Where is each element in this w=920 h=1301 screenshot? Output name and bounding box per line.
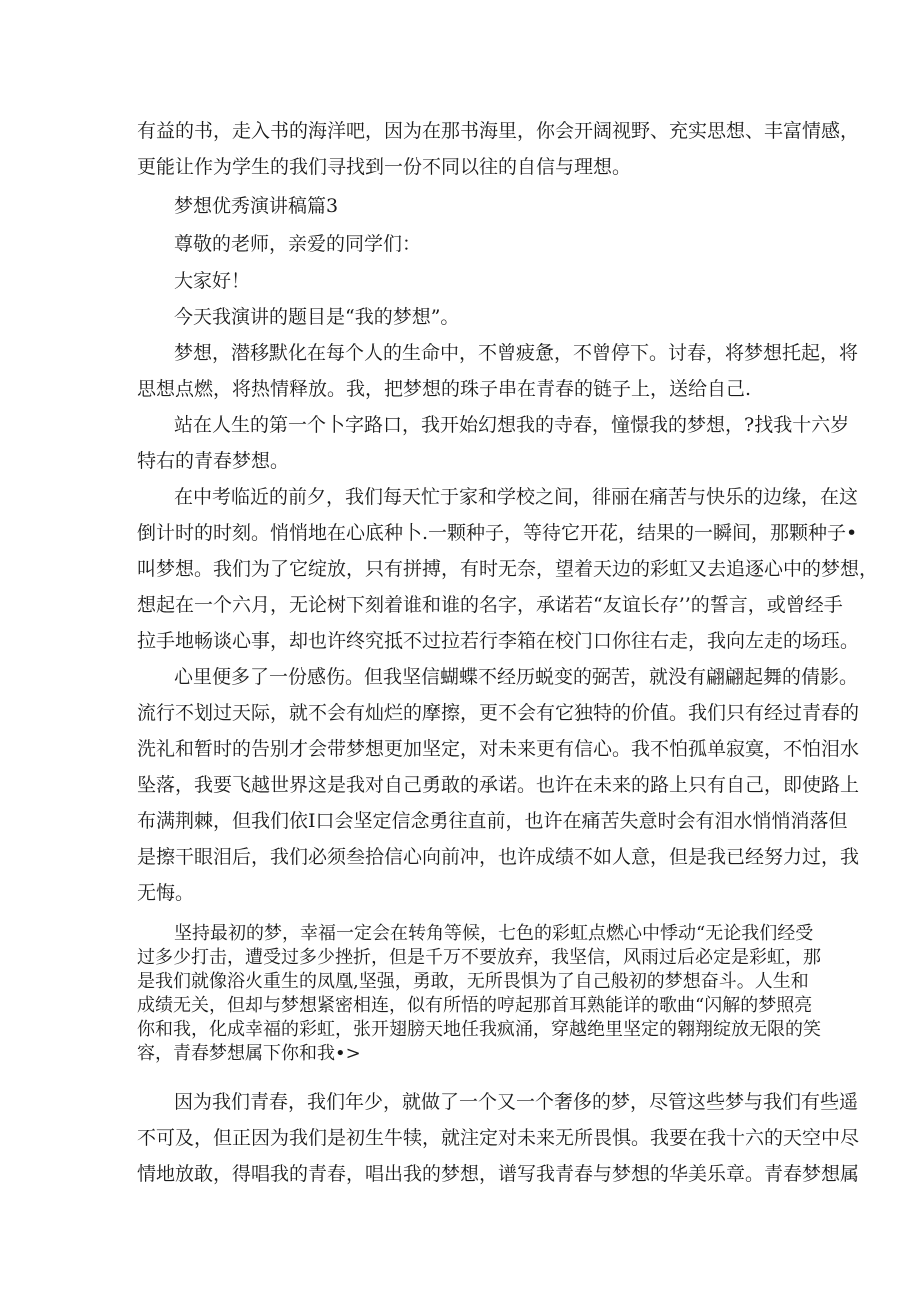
paragraph-line: 流行不划过天际，就不会有灿烂的摩擦，更不会有它独特的价值。我们只有经过青春的 bbox=[137, 702, 860, 724]
paragraph-line: 在中考临近的前夕，我们每天忙于家和学校之间，徘丽在痛苦与快乐的边缘，在这 bbox=[174, 486, 859, 508]
paragraph-line: 过多少打击，遭受过多少挫折，但是千万不要放弃，我坚信，风雨过后必定是彩虹，那 bbox=[137, 947, 821, 968]
paragraph-line: 洗礼和暂时的告别才会带梦想更加坚定，对未来更有信心。我不怕孤单寂寞，不怕泪水 bbox=[137, 738, 860, 760]
greeting: 大家好！ bbox=[174, 270, 251, 292]
paragraph-line: 特右的青春梦想。 bbox=[137, 450, 290, 472]
paragraph-line: 是擦干眼泪后，我们必须叁拾信心向前冲，也许成绩不如人意，但是我已经努力过，我 bbox=[137, 846, 860, 868]
paragraph-line: 梦想，潜移默化在每个人的生命中，不曾疲惫，不曾停下。讨春，将梦想托起，将 bbox=[174, 342, 859, 364]
paragraph-line: 思想点燃，将热情释放。我，把梦想的珠子串在青春的链子上，送给自己. bbox=[137, 378, 752, 400]
salutation: 尊敬的老师，亲爱的同学们： bbox=[174, 233, 422, 255]
paragraph-line: 因为我们青春，我们年少，就做了一个又一个奢侈的梦，尽管这些梦与我们有些遥 bbox=[174, 1091, 859, 1113]
paragraph-line: 有益的书，走入书的海洋吧，因为在那书海里，你会开阔视野、充实思想、丰富情感， bbox=[137, 120, 860, 142]
paragraph-line: 你和我，化成幸福的彩虹，张开翅膀天地任我疯涌，穿越绝里坚定的翱翔绽放无限的笑 bbox=[137, 1019, 821, 1040]
paragraph-line: 布满荆棘，但我们依I口会坚定信念勇往直前，也许在痛苦失意时会有泪水悄悄消落但 bbox=[137, 810, 848, 832]
paragraph-line: 叫梦想。我们为了它绽放，只有拼搏，有时无奈，望着天边的彩虹又去追逐心中的梦想， bbox=[137, 558, 879, 580]
paragraph-line: 更能让作为学生的我们寻找到一份不同以往的自信与理想。 bbox=[137, 156, 632, 178]
paragraph-line: 拉手地畅谈心事，却也许终究抵不过拉若行李箱在校门口你往右走，我向左走的场珏。 bbox=[137, 630, 860, 652]
paragraph-line: 心里便多了一份感伤。但我坚信蝴蝶不经历蜕变的弼苦，就没有翩翩起舞的倩影。 bbox=[174, 666, 859, 688]
section-heading: 梦想优秀演讲稿篇3 bbox=[174, 195, 339, 217]
paragraph-line: 不可及，但正因为我们是初生牛犊，就注定对未来无所畏惧。我要在我十六的天空中尽 bbox=[137, 1127, 860, 1149]
paragraph-line: 成绩无关，但却与梦想紧密相连，似有所悟的哼起那首耳熟能详的歌曲“闪解的梦照亮 bbox=[137, 995, 813, 1016]
paragraph-line: 容，青春梦想属下你和我•> bbox=[137, 1043, 361, 1064]
paragraph-line: 站在人生的第一个卜字路口，我开始幻想我的寺春，憧憬我的梦想，?找我十六岁 bbox=[174, 414, 850, 436]
paragraph-line: 想起在一个六月，无论树下刻着谁和谁的名字，承诺若“友谊长存’’的誓言，或曾经手 bbox=[137, 594, 843, 616]
paragraph-line: 坚持最初的梦，幸福一定会在转角等候，七色的彩虹点燃心中悸动“无论我们经受 bbox=[174, 923, 814, 944]
paragraph-line: 情地放敢，得唱我的青春，唱出我的梦想，谱写我青春与梦想的华美乐章。青春梦想属 bbox=[137, 1163, 860, 1185]
paragraph-line: 是我们就像浴火重生的凤凰,坚强，勇敢，无所畏惧为了自己般初的梦想奋斗。人生和 bbox=[137, 971, 809, 992]
speech-title-line: 今天我演讲的题目是“我的梦想”。 bbox=[174, 306, 460, 328]
paragraph-line: 倒计时的时刻。悄悄地在心底种卜.一颗种子，等待它开花，结果的一瞬间，那颗种子• bbox=[137, 522, 858, 544]
paragraph-line: 坠落，我要飞越世界这是我对自己勇敢的承诺。也许在未来的路上只有自己，即使路上 bbox=[137, 774, 860, 796]
paragraph-line: 无悔。 bbox=[137, 882, 195, 904]
